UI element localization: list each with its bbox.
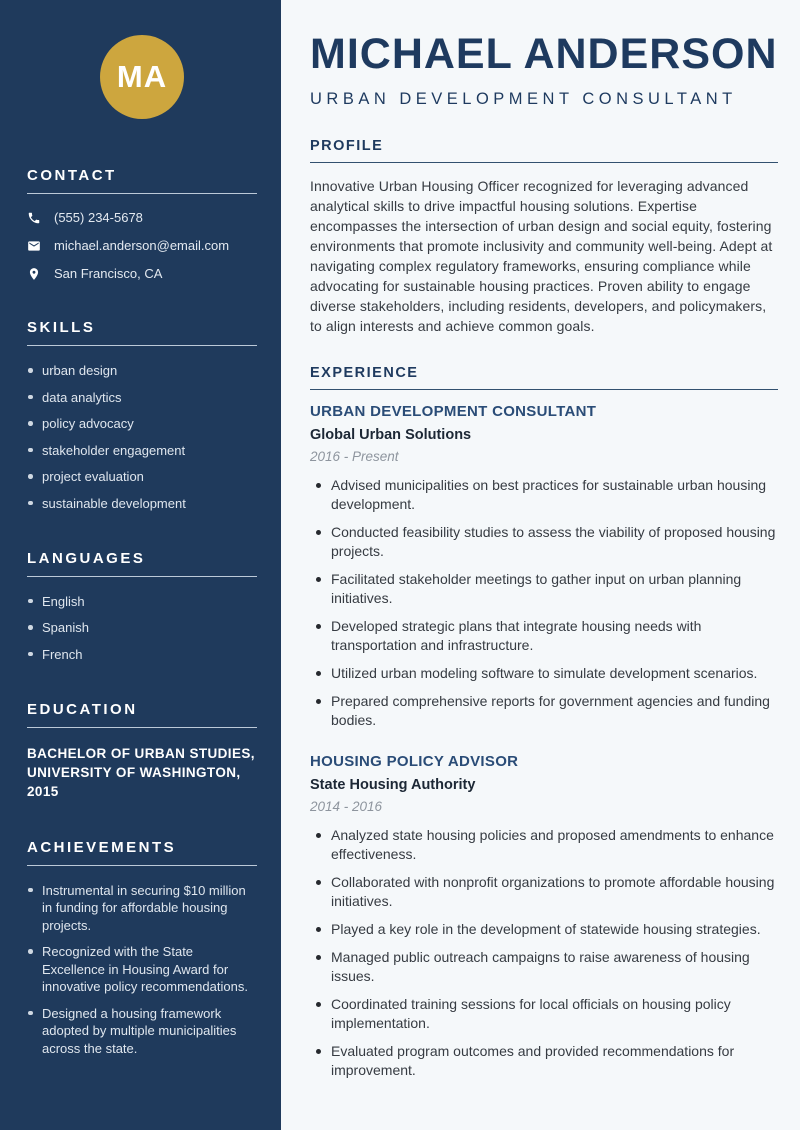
language-item: Spanish — [27, 619, 257, 636]
job-company: State Housing Authority — [310, 777, 476, 793]
contact-email-text: michael.anderson@email.com — [54, 238, 230, 253]
contact-location-row — [27, 266, 257, 281]
profile-divider — [310, 162, 778, 163]
job-bullet: Coordinated training sessions for local officials on housing policy implementation. — [310, 995, 778, 1033]
languages-divider — [27, 576, 257, 577]
skills-list — [27, 362, 257, 512]
job-title: URBAN DEVELOPMENT CONSULTANT — [310, 403, 597, 420]
profile-section — [310, 138, 778, 336]
job-bullet: Played a key role in the development of statewide housing strategies. — [310, 920, 778, 939]
person-name: MICHAEL ANDERSON — [310, 30, 778, 78]
contact-divider — [27, 193, 257, 194]
job-bullet: Developed strategic plans that integrate housing needs with transportation and infrastructure. — [310, 617, 778, 655]
contact-location-text: San Francisco, CA — [54, 266, 163, 281]
sidebar — [0, 0, 281, 1130]
education-heading: EDUCATION — [27, 700, 138, 718]
contact-email-row — [27, 238, 257, 253]
avatar-wrap — [27, 35, 257, 119]
achievement-item: Designed a housing framework adopted by multiple municipalities across the state. — [27, 1005, 257, 1058]
education-degree: BACHELOR OF URBAN STUDIES, UNIVERSITY OF WASHINGTON, 2015 — [27, 745, 255, 799]
job-bullet: Advised municipalities on best practices for sustainable urban housing development. — [310, 476, 778, 514]
email-icon — [27, 239, 41, 253]
experience-section — [310, 365, 778, 1080]
job-bullet: Collaborated with nonprofit organizations to promote affordable housing initiatives. — [310, 873, 778, 911]
education-section — [27, 701, 257, 801]
job-title: HOUSING POLICY ADVISOR — [310, 753, 519, 770]
profile-text: Innovative Urban Housing Officer recognized for leveraging advanced analytical skills to drive impactful housing solutions. Expertise encompasses the intersection of urban design and social equity, fostering environments that promote inclusivity and community well-being. Adept at navigating complex regulatory frameworks, ensuring compliance while advocating for sustainable housing practices. Proven ability to engage diverse stakeholders, including residents, developers, and policymakers, to align interests and achieve common goals. — [310, 178, 773, 334]
achievements-section — [27, 839, 257, 1058]
skills-heading: SKILLS — [27, 319, 96, 336]
contact-phone-text: (555) 234-5678 — [54, 210, 143, 225]
experience-divider — [310, 389, 778, 390]
job-bullet: Analyzed state housing policies and proposed amendments to enhance effectiveness. — [310, 826, 778, 864]
avatar — [100, 35, 184, 119]
job-bullets — [310, 476, 778, 730]
person-title: URBAN DEVELOPMENT CONSULTANT — [310, 90, 737, 108]
achievement-item: Recognized with the State Excellence in Housing Award for innovative policy recommendations. — [27, 943, 257, 996]
job-bullet: Evaluated program outcomes and provided recommendations for improvement. — [310, 1042, 778, 1080]
skill-item: urban design — [27, 362, 257, 379]
contact-heading: CONTACT — [27, 167, 117, 184]
achievement-item: Instrumental in securing $10 million in funding for affordable housing projects. — [27, 882, 257, 935]
contact-section — [27, 167, 257, 281]
skill-item: project evaluation — [27, 468, 257, 485]
job-dates: 2014 - 2016 — [310, 799, 383, 814]
education-divider — [27, 727, 257, 728]
job-entry-1 — [310, 403, 778, 730]
job-bullet: Conducted feasibility studies to assess the viability of proposed housing projects. — [310, 523, 778, 561]
main-content — [281, 0, 800, 1130]
language-item: French — [27, 646, 257, 663]
skill-item: data analytics — [27, 389, 257, 406]
skills-section — [27, 319, 257, 512]
skills-divider — [27, 345, 257, 346]
achievements-divider — [27, 865, 257, 866]
job-company: Global Urban Solutions — [310, 427, 472, 443]
languages-list — [27, 593, 257, 663]
avatar-initials: MA — [116, 59, 168, 94]
job-bullet: Facilitated stakeholder meetings to gather input on urban planning initiatives. — [310, 570, 778, 608]
languages-heading: LANGUAGES — [27, 549, 146, 567]
job-bullet: Utilized urban modeling software to simulate development scenarios. — [310, 664, 778, 683]
skill-item: policy advocacy — [27, 415, 257, 432]
phone-icon — [27, 211, 41, 225]
job-bullet: Prepared comprehensive reports for government agencies and funding bodies. — [310, 692, 778, 730]
contact-phone-row — [27, 210, 257, 225]
skill-item: stakeholder engagement — [27, 442, 257, 459]
languages-section — [27, 550, 257, 663]
skill-item: sustainable development — [27, 495, 257, 512]
job-dates: 2016 - Present — [310, 449, 399, 464]
job-bullet: Managed public outreach campaigns to raise awareness of housing issues. — [310, 948, 778, 986]
language-item: English — [27, 593, 257, 610]
location-pin-icon — [27, 267, 41, 281]
job-bullets — [310, 826, 778, 1080]
achievements-list — [27, 882, 257, 1058]
job-entry-2 — [310, 753, 778, 1080]
achievements-heading: ACHIEVEMENTS — [27, 838, 177, 856]
profile-heading: PROFILE — [310, 138, 384, 154]
experience-heading: EXPERIENCE — [310, 365, 419, 381]
